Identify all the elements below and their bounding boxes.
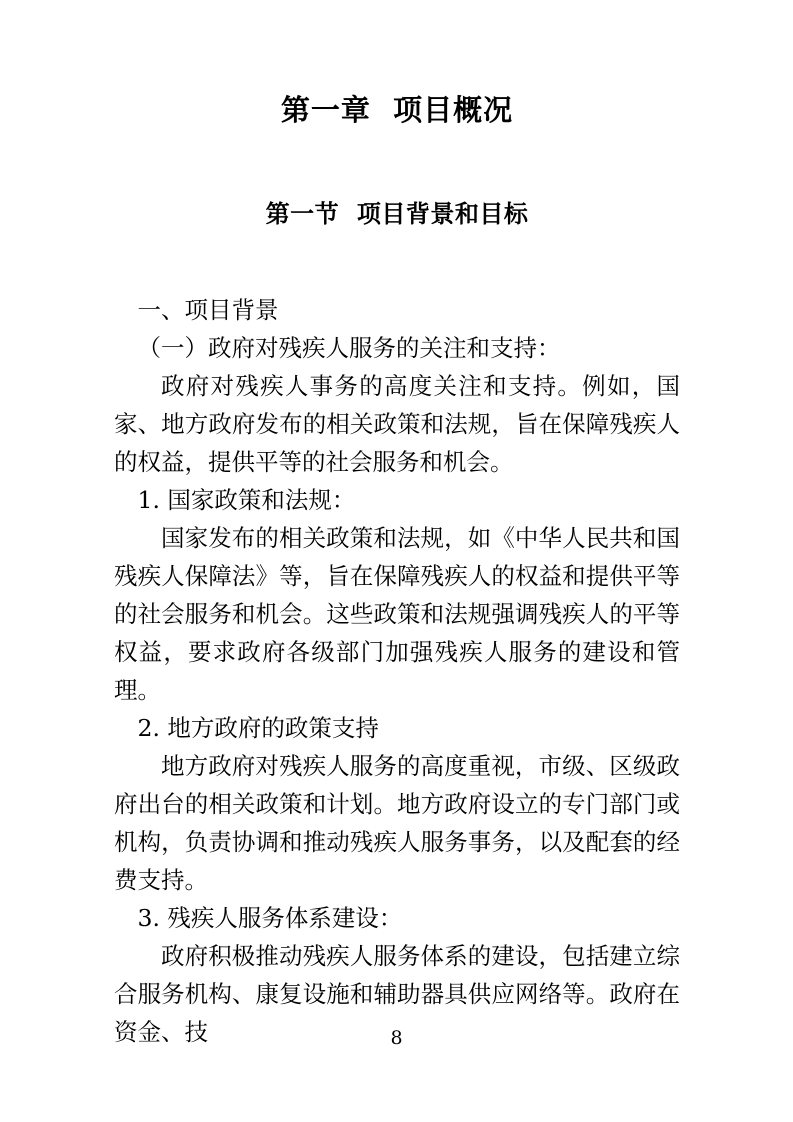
paragraph-government-support: 政府对残疾人事务的高度关注和支持。例如，国家、地方政府发布的相关政策和法规，旨在保障残疾人的权益，提供平等的社会服务和机会。 [114, 371, 680, 476]
list-item-1-title: 1. 国家政策和法规： [137, 485, 356, 514]
chapter-title: 第一章 项目概况 [280, 93, 514, 127]
body-text [114, 229, 680, 1051]
paragraph-service-system: 政府积极推动残疾人服务体系的建设，包括建立综合服务机构、康复设施和辅助器具供应网络等。政府在资金、技 [114, 941, 680, 1046]
page-content [114, 0, 680, 1051]
paragraph-national-policy: 国家发布的相关政策和法规，如《中华人民共和国残疾人保障法》等，旨在保障残疾人的权益和提供平等的社会服务和机会。这些政策和法规强调残疾人的平等权益，要求政府各级部门加强残疾人服务的建设和管理。 [114, 523, 680, 704]
paragraph-local-government: 地方政府对残疾人服务的高度重视，市级、区级政府出台的相关政策和计划。地方政府设立的专门部门或机构，负责协调和推动残疾人服务事务，以及配套的经费支持。 [114, 751, 680, 894]
list-item-2-title: 2. 地方政府的政策支持 [137, 713, 379, 742]
section-title: 第一节 项目背景和目标 [265, 198, 529, 228]
page-number: 8 [390, 1027, 403, 1049]
heading-level2-government-attention: （一）政府对残疾人服务的关注和支持： [137, 333, 561, 362]
list-item-3-title: 3. 残疾人服务体系建设： [137, 903, 403, 932]
heading-level1-project-background: 一、项目背景 [137, 295, 279, 324]
